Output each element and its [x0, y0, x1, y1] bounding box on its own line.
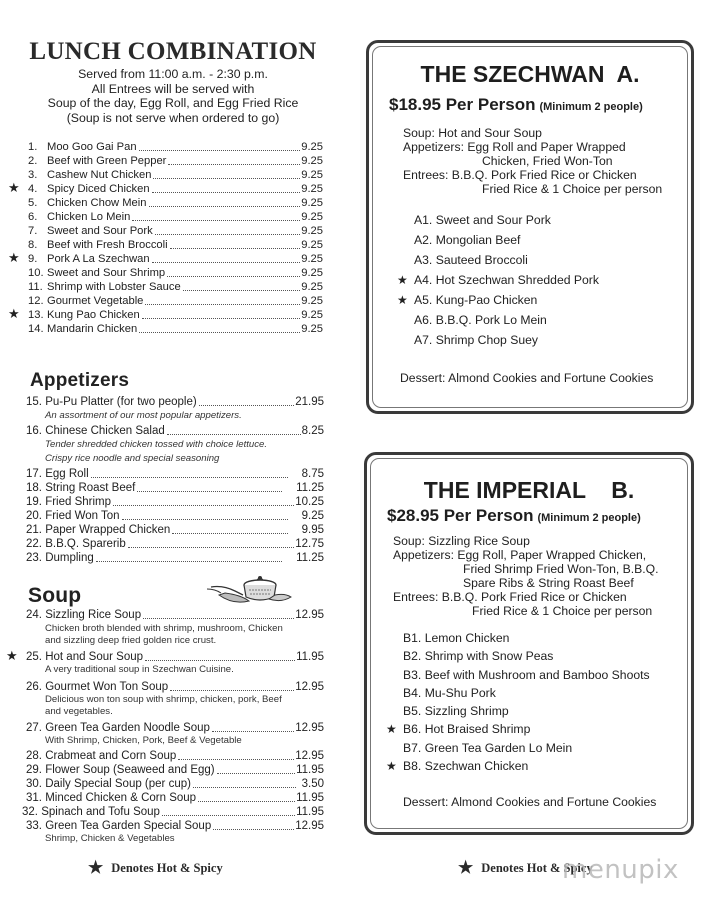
menu-item	[26, 537, 324, 551]
dot-leader	[212, 731, 294, 732]
item-number-name	[26, 680, 168, 694]
dot-leader	[122, 519, 288, 520]
item-name: Sweet and Sour Pork	[47, 225, 153, 237]
lunch-combination-subtitle	[20, 67, 326, 125]
item-price: 21.95	[295, 396, 324, 408]
item-price: 12.95	[295, 722, 324, 734]
dot-leader	[213, 829, 294, 830]
item-number-name	[26, 509, 120, 523]
item-number: 12.	[28, 295, 44, 307]
choice-code: B7.	[403, 741, 422, 755]
choice-item	[414, 333, 538, 347]
item-number-name	[26, 395, 197, 409]
choice-code: B5.	[403, 704, 422, 718]
choice-code: B8.	[403, 759, 422, 773]
dot-leader	[162, 815, 295, 816]
menu-item	[26, 395, 324, 409]
item-number: 5.	[28, 197, 38, 209]
dinner-a-appetizers-cont: Chicken, Fried Won-Ton	[482, 154, 613, 168]
item-number: 8.	[28, 239, 38, 251]
dot-leader	[137, 491, 282, 492]
menu-item	[26, 523, 324, 537]
item-description: and sizzling deep fried golden rice crust.	[45, 635, 217, 646]
item-price: 9.25	[301, 239, 323, 251]
dot-leader	[152, 262, 301, 263]
choice-code: B3.	[403, 668, 422, 682]
dinner-szechwan-a-box	[366, 40, 694, 414]
menu-item	[8, 306, 323, 322]
item-description: and vegetables.	[45, 706, 113, 717]
choice-name: Beef with Mushroom and Bamboo Shoots	[424, 668, 650, 682]
item-number: 15.	[26, 396, 42, 408]
dot-leader	[168, 164, 300, 165]
choice-name: Szechwan Chicken	[424, 759, 529, 773]
menu-item	[26, 481, 324, 495]
dinner-a-soup: Soup: Hot and Sour Soup	[403, 126, 542, 140]
item-name: Green Tea Garden Noodle Soup	[45, 722, 210, 734]
item-name: Minced Chicken & Corn Soup	[45, 792, 197, 804]
star-icon: ★	[458, 858, 474, 877]
item-number: 4.	[28, 183, 38, 195]
item-number: 27.	[26, 722, 42, 734]
menu-item	[28, 210, 323, 224]
item-number-name	[26, 819, 211, 833]
choice-name: Hot Braised Shrimp	[424, 722, 531, 736]
item-number-name	[26, 537, 126, 551]
dot-leader	[170, 690, 294, 691]
item-price: 8.75	[301, 468, 324, 480]
item-name: B.B.Q. Sparerib	[45, 538, 126, 550]
choice-name: Green Tea Garden Lo Mein	[424, 741, 573, 755]
choice-code: A1.	[414, 213, 433, 227]
item-price: 11.95	[296, 792, 324, 804]
menu-item	[26, 763, 324, 777]
minimum-note: (Minimum 2 people)	[539, 101, 643, 113]
item-number: 30.	[26, 778, 42, 790]
legend-text: Denotes Hot & Spicy	[111, 861, 223, 875]
item-price: 8.25	[301, 425, 324, 437]
item-price: 9.25	[301, 197, 323, 209]
choice-code: A3.	[414, 253, 433, 267]
dot-leader	[170, 248, 301, 249]
item-price: 9.25	[301, 295, 323, 307]
item-number: 7.	[28, 225, 38, 237]
item-name: Daily Special Soup (per cup)	[45, 778, 191, 790]
item-number: 13.	[28, 309, 44, 321]
item-price: 12.95	[295, 681, 324, 693]
item-name: Gourmet Vegetable	[47, 295, 144, 307]
item-number: 3.	[28, 169, 38, 181]
choice-code: A5.	[414, 293, 433, 307]
item-price: 9.25	[301, 211, 323, 223]
dinner-b-appetizers-cont-2: Spare Ribs & String Roast Beef	[463, 576, 634, 590]
choice-name: Mongolian Beef	[435, 233, 521, 247]
menu-item	[26, 749, 324, 763]
menu-item	[22, 805, 324, 819]
dot-leader	[145, 660, 295, 661]
item-name: Dumpling	[45, 552, 94, 564]
item-name: Crabmeat and Corn Soup	[45, 750, 177, 762]
item-number: 28.	[26, 750, 42, 762]
lunch-note-3: (Soup is not serve when ordered to go)	[66, 110, 280, 125]
menu-item	[26, 819, 324, 833]
dot-leader	[199, 405, 295, 406]
menu-item	[26, 777, 324, 791]
dot-leader	[183, 290, 301, 291]
item-number-name	[26, 495, 111, 509]
menu-item	[26, 680, 324, 694]
hot-spicy-star-icon: ★	[8, 180, 20, 195]
dot-leader	[139, 150, 301, 151]
item-name: Beef with Fresh Broccoli	[47, 239, 168, 251]
dot-leader	[155, 234, 301, 235]
item-name: Chicken Lo Mein	[47, 211, 131, 223]
item-number: 9.	[28, 253, 38, 265]
item-price: 11.95	[296, 764, 324, 776]
dinner-b-appetizers-cont-1: Fried Shrimp Fried Won-Ton, B.B.Q.	[463, 562, 659, 576]
choice-name: Hot Szechwan Shredded Pork	[435, 273, 599, 287]
dinner-a-price	[389, 95, 643, 115]
item-number: 1.	[28, 141, 38, 153]
dinner-b-appetizers: Appetizers: Egg Roll, Paper Wrapped Chicken,	[393, 548, 647, 562]
choice-name: Sweet and Sour Pork	[435, 213, 551, 227]
item-name: Hot and Sour Soup	[45, 651, 144, 663]
item-name: Paper Wrapped Chicken	[45, 524, 171, 536]
item-name: Gourmet Won Ton Soup	[45, 681, 169, 693]
item-number-name	[26, 424, 165, 438]
menu-item	[26, 424, 324, 438]
item-number: 10.	[28, 267, 44, 279]
item-number-name	[26, 608, 141, 622]
dot-leader	[142, 318, 301, 319]
choice-item	[386, 759, 529, 773]
dot-leader	[198, 801, 295, 802]
dinner-b-title: THE IMPERIAL B.	[423, 477, 635, 503]
item-description: With Shrimp, Chicken, Pork, Beef & Vegetable	[45, 735, 242, 746]
menu-item	[28, 280, 323, 294]
item-price: 11.25	[296, 552, 324, 564]
item-name: Chinese Chicken Salad	[45, 425, 165, 437]
item-name: Pork A La Szechwan	[47, 253, 150, 265]
item-price: 12.95	[295, 609, 324, 621]
dinner-a-appetizers: Appetizers: Egg Roll and Paper Wrapped	[403, 140, 626, 154]
item-number: 6.	[28, 211, 38, 223]
hot-spicy-star-icon: ★	[6, 648, 18, 663]
item-number-name	[26, 467, 89, 481]
dinner-b-soup: Soup: Sizzling Rice Soup	[393, 534, 530, 548]
item-name: Cashew Nut Chicken	[47, 169, 152, 181]
hot-spicy-star-icon: ★	[397, 293, 408, 307]
dot-leader	[153, 178, 300, 179]
choice-code: B1.	[403, 631, 422, 645]
choice-name: Shrimp Chop Suey	[435, 333, 538, 347]
item-name: Spicy Diced Chicken	[47, 183, 150, 195]
item-number-name	[26, 551, 94, 565]
choice-code: A4.	[414, 273, 433, 287]
choice-item	[397, 273, 599, 287]
item-price: 9.25	[301, 281, 323, 293]
choice-item	[403, 668, 650, 682]
item-number: 19.	[26, 496, 42, 508]
menu-item	[28, 224, 323, 238]
choice-item	[414, 233, 520, 247]
dinner-a-entrees-cont: Fried Rice & 1 Choice per person	[482, 182, 663, 196]
item-name: Chicken Chow Mein	[47, 197, 147, 209]
item-name: Sizzling Rice Soup	[45, 609, 142, 621]
hot-spicy-star-icon: ★	[386, 759, 397, 773]
lunch-hours: Served from 11:00 a.m. - 2:30 p.m.	[78, 67, 268, 81]
item-name: Moo Goo Gai Pan	[47, 141, 137, 153]
item-name: String Roast Beef	[45, 482, 136, 494]
item-price: 9.95	[301, 524, 324, 536]
dot-leader	[132, 220, 300, 221]
item-price: 9.25	[301, 253, 323, 265]
menu-item	[26, 721, 324, 735]
menu-item	[26, 495, 324, 509]
item-price: 9.25	[301, 225, 323, 237]
choice-item	[403, 631, 509, 645]
menu-item	[28, 140, 323, 154]
item-number-name	[26, 763, 215, 777]
item-number: 17.	[26, 468, 42, 480]
choice-name: Shrimp with Snow Peas	[424, 649, 554, 663]
item-name: Mandarin Chicken	[47, 323, 138, 335]
menu-item	[26, 509, 324, 523]
item-price: 9.25	[301, 155, 323, 167]
hot-spicy-star-icon: ★	[8, 306, 20, 321]
hot-spicy-star-icon: ★	[386, 722, 397, 736]
item-name: Shrimp with Lobster Sauce	[47, 281, 181, 293]
price-per-person: $18.95 Per Person	[389, 95, 536, 114]
item-price: 11.25	[296, 482, 324, 494]
choice-name: Mu-Shu Pork	[424, 686, 496, 700]
choice-code: A6.	[414, 313, 433, 327]
item-number: 26.	[26, 681, 42, 693]
item-number: 16.	[26, 425, 42, 437]
item-name: Pu-Pu Platter (for two people)	[45, 396, 197, 408]
dinner-b-entrees: Entrees: B.B.Q. Pork Fried Rice or Chicken	[393, 590, 627, 604]
star-icon: ★	[88, 858, 104, 877]
item-number-name	[26, 721, 210, 735]
soup-heading: Soup	[28, 584, 82, 607]
dot-leader	[167, 434, 301, 435]
item-number: 24.	[26, 609, 42, 621]
item-number: 25.	[26, 651, 42, 663]
choice-item	[414, 253, 528, 267]
choice-item	[414, 213, 551, 227]
hot-spicy-star-icon: ★	[397, 273, 408, 287]
dot-leader	[113, 505, 294, 506]
item-number-name	[26, 523, 170, 537]
dinner-a-title: THE SZECHWAN A.	[420, 61, 640, 87]
dinner-a-entrees: Entrees: B.B.Q. Pork Fried Rice or Chicken	[403, 168, 637, 182]
price-per-person: $28.95 Per Person	[387, 506, 534, 525]
dinner-a-dessert: Dessert: Almond Cookies and Fortune Cookies	[400, 371, 654, 385]
hot-spicy-legend	[88, 858, 223, 878]
item-description: A very traditional soup in Szechwan Cuisine.	[45, 664, 234, 675]
menu-item	[6, 648, 324, 664]
choice-code: B2.	[403, 649, 422, 663]
item-price: 11.95	[296, 651, 324, 663]
item-price: 9.25	[301, 510, 324, 522]
item-price: 9.25	[301, 267, 323, 279]
item-number-name	[26, 777, 191, 791]
item-name: Kung Pao Chicken	[47, 309, 140, 321]
dot-leader	[145, 304, 300, 305]
dot-leader	[193, 787, 296, 788]
lunch-note-2: Soup of the day, Egg Roll, and Egg Fried Rice	[47, 96, 299, 111]
menu-item	[28, 322, 323, 336]
item-number: 22.	[26, 538, 42, 550]
item-name: Beef with Green Pepper	[47, 155, 167, 167]
item-name: Egg Roll	[45, 468, 89, 480]
item-price: 9.25	[301, 169, 323, 181]
item-price: 9.25	[301, 183, 323, 195]
item-description: Shrimp, Chicken & Vegetables	[45, 833, 175, 844]
dinner-imperial-b-box	[364, 452, 694, 835]
menu-item	[26, 608, 324, 622]
choice-item	[403, 741, 572, 755]
lunch-note-1: All Entrees will be served with	[91, 81, 255, 96]
minimum-note: (Minimum 2 people)	[537, 512, 641, 524]
item-name: Flower Soup (Seaweed and Egg)	[45, 764, 215, 776]
item-number: 11.	[28, 281, 43, 293]
lunch-combination-title: LUNCH COMBINATION	[29, 38, 317, 65]
item-price: 3.50	[301, 778, 324, 790]
menu-item	[26, 467, 324, 481]
dinner-b-dessert: Dessert: Almond Cookies and Fortune Cookies	[403, 795, 657, 809]
item-description: Chicken broth blended with shrimp, mushroom, Chicken	[45, 623, 283, 634]
item-name: Green Tea Garden Special Soup	[45, 820, 212, 832]
choice-item	[403, 686, 496, 700]
menupix-watermark: menupix	[562, 855, 679, 885]
item-number: 21.	[26, 524, 42, 536]
item-price: 12.75	[295, 538, 324, 550]
dinner-b-entrees-cont: Fried Rice & 1 Choice per person	[472, 604, 653, 618]
item-price: 12.95	[295, 820, 324, 832]
item-name: Spinach and Tofu Soup	[41, 806, 160, 818]
item-number-name	[26, 650, 143, 664]
choice-name: Sizzling Shrimp	[424, 704, 509, 718]
item-number: 29.	[26, 764, 42, 776]
item-price: 11.95	[296, 806, 324, 818]
menu-item	[28, 196, 323, 210]
menu-item	[28, 168, 323, 182]
dot-leader	[152, 192, 301, 193]
menu-item	[28, 266, 323, 280]
item-number: 18.	[26, 482, 42, 494]
item-price: 9.25	[301, 323, 323, 335]
choice-code: B4.	[403, 686, 422, 700]
item-number: 20.	[26, 510, 42, 522]
item-number: 2.	[28, 155, 38, 167]
item-number: 31.	[26, 792, 42, 804]
item-number-name	[26, 749, 176, 763]
item-name: Sweet and Sour Shrimp	[47, 267, 166, 279]
choice-code: A2.	[414, 233, 433, 247]
item-number-name	[26, 481, 135, 495]
item-price: 9.25	[301, 309, 323, 321]
choice-item	[403, 649, 553, 663]
item-number-name	[26, 791, 196, 805]
item-name: Fried Shrimp	[45, 496, 112, 508]
item-number: 23.	[26, 552, 42, 564]
legend-text: Denotes Hot & Spicy	[481, 861, 593, 875]
item-price: 10.25	[295, 496, 324, 508]
choice-item	[386, 722, 531, 736]
dot-leader	[149, 206, 301, 207]
item-price: 9.25	[301, 141, 323, 153]
item-number: 14.	[28, 323, 44, 335]
item-description: An assortment of our most popular appetizers.	[45, 410, 242, 421]
choice-code: B6.	[403, 722, 422, 736]
item-name: Fried Won Ton	[45, 510, 120, 522]
dinner-b-price	[387, 506, 641, 526]
left-column	[0, 0, 345, 903]
choice-item	[403, 704, 509, 718]
menu-item	[26, 791, 324, 805]
dot-leader	[217, 773, 295, 774]
menu-item	[8, 250, 323, 266]
choice-name: Kung-Pao Chicken	[435, 293, 538, 307]
dot-leader	[167, 276, 300, 277]
item-description: Tender shredded chicken tossed with choice lettuce.	[45, 439, 268, 450]
dot-leader	[178, 759, 294, 760]
dot-leader	[172, 533, 287, 534]
item-price: 12.95	[295, 750, 324, 762]
choice-item	[414, 313, 547, 327]
choice-name: B.B.Q. Pork Lo Mein	[435, 313, 547, 327]
item-number: 33.	[26, 820, 42, 832]
soup-pot-illustration-icon	[205, 573, 295, 607]
menu-item	[28, 154, 323, 168]
choice-item	[397, 293, 538, 307]
hot-spicy-star-icon: ★	[8, 250, 20, 265]
dot-leader	[143, 618, 294, 619]
appetizers-heading: Appetizers	[30, 370, 130, 391]
dot-leader	[91, 477, 288, 478]
item-description: Delicious won ton soup with shrimp, chicken, pork, Beef	[45, 694, 282, 705]
menu-item	[28, 238, 323, 252]
choice-name: Lemon Chicken	[424, 631, 510, 645]
item-number: 32.	[22, 806, 38, 818]
item-description: Crispy rice noodle and special seasoning	[45, 453, 220, 464]
choice-code: A7.	[414, 333, 433, 347]
choice-name: Sauteed Broccoli	[435, 253, 528, 267]
item-number-name	[22, 805, 160, 819]
dot-leader	[139, 332, 300, 333]
menu-item	[28, 294, 323, 308]
dot-leader	[128, 547, 294, 548]
dot-leader	[96, 561, 282, 562]
menu-item	[8, 180, 323, 196]
menu-item	[26, 551, 324, 565]
